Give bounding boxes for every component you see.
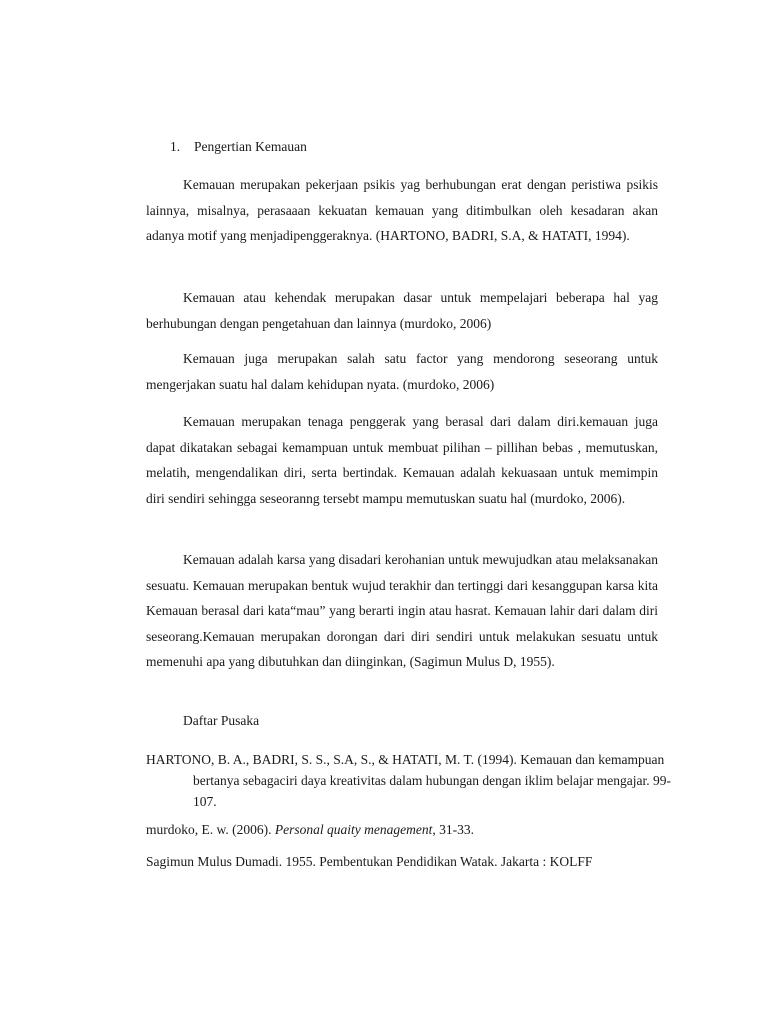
reference-1: HARTONO, B. A., BADRI, S. S., S.A, S., & HATATI, M. T. (1994). Kemauan dan kemampuan bertanya sebagaciri daya kreativitas dalam hubungan dengan iklim belajar mengajar. 99-107. bbox=[146, 752, 671, 809]
paragraph-4: Kemauan merupakan tenaga penggerak yang berasal dari dalam diri.kemauan juga dapat dikatakan sebagai kemampuan untuk membuat pilihan – pillihan bebas , memutuskan, melatih, mengendalikan diri, serta bertindak. Kemauan adalah kekuasaan untuk memimpin diri sendiri sehingga seseoranng tersebt mampu memutuskan suatu hal (murdoko, 2006). bbox=[146, 414, 658, 506]
paragraph-5: Kemauan adalah karsa yang disadari kerohanian untuk mewujudkan atau melaksanakan sesuatu. Kemauan merupakan bentuk wujud terakhir dan tertinggi dari kesanggupan karsa kita Kemauan berasal dari kata“mau” yang berarti ingin atau hasrat. Kemauan lahir dari dalam diri seseorang.Kemauan merupakan dorongan dari diri sendiri untuk melakukan sesuatu untuk memenuhi apa yang dibutuhkan dan diinginkan, (Sagimun Mulus D, 1955). bbox=[146, 552, 658, 669]
reference-2-author: murdoko, E. w. (2006). bbox=[146, 822, 275, 837]
bibliography-title: Daftar Pusaka bbox=[183, 713, 260, 728]
reference-2-pages: , 31-33. bbox=[432, 822, 474, 837]
reference-2 bbox=[146, 819, 693, 840]
paragraph-2: Kemauan atau kehendak merupakan dasar untuk mempelajari beberapa hal yag berhubungan dengan pengetahuan dan lainnya (murdoko, 2006) bbox=[146, 290, 658, 331]
section-title: Pengertian Kemauan bbox=[194, 139, 307, 154]
reference-2-journal: Personal quaity menagement bbox=[274, 822, 433, 837]
section-number: 1. bbox=[170, 139, 181, 154]
paragraph-3: Kemauan juga merupakan salah satu factor yang mendorong seseorang untuk mengerjakan suatu hal dalam kehidupan nyata. (murdoko, 2006) bbox=[146, 351, 658, 392]
paragraph-1: Kemauan merupakan pekerjaan psikis yag berhubungan erat dengan peristiwa psikis lainnya, misalnya, perasaaan kekuatan kemauan yang ditimbulkan oleh kesadaran akan adanya motif yang menjadipenggeraknya. (HARTONO, BADRI, S.A, & HATATI, 1994). bbox=[146, 177, 658, 243]
section-heading bbox=[170, 138, 307, 156]
reference-3: Sagimun Mulus Dumadi. 1955. Pembentukan Pendidikan Watak. Jakarta : KOLFF bbox=[146, 854, 593, 869]
